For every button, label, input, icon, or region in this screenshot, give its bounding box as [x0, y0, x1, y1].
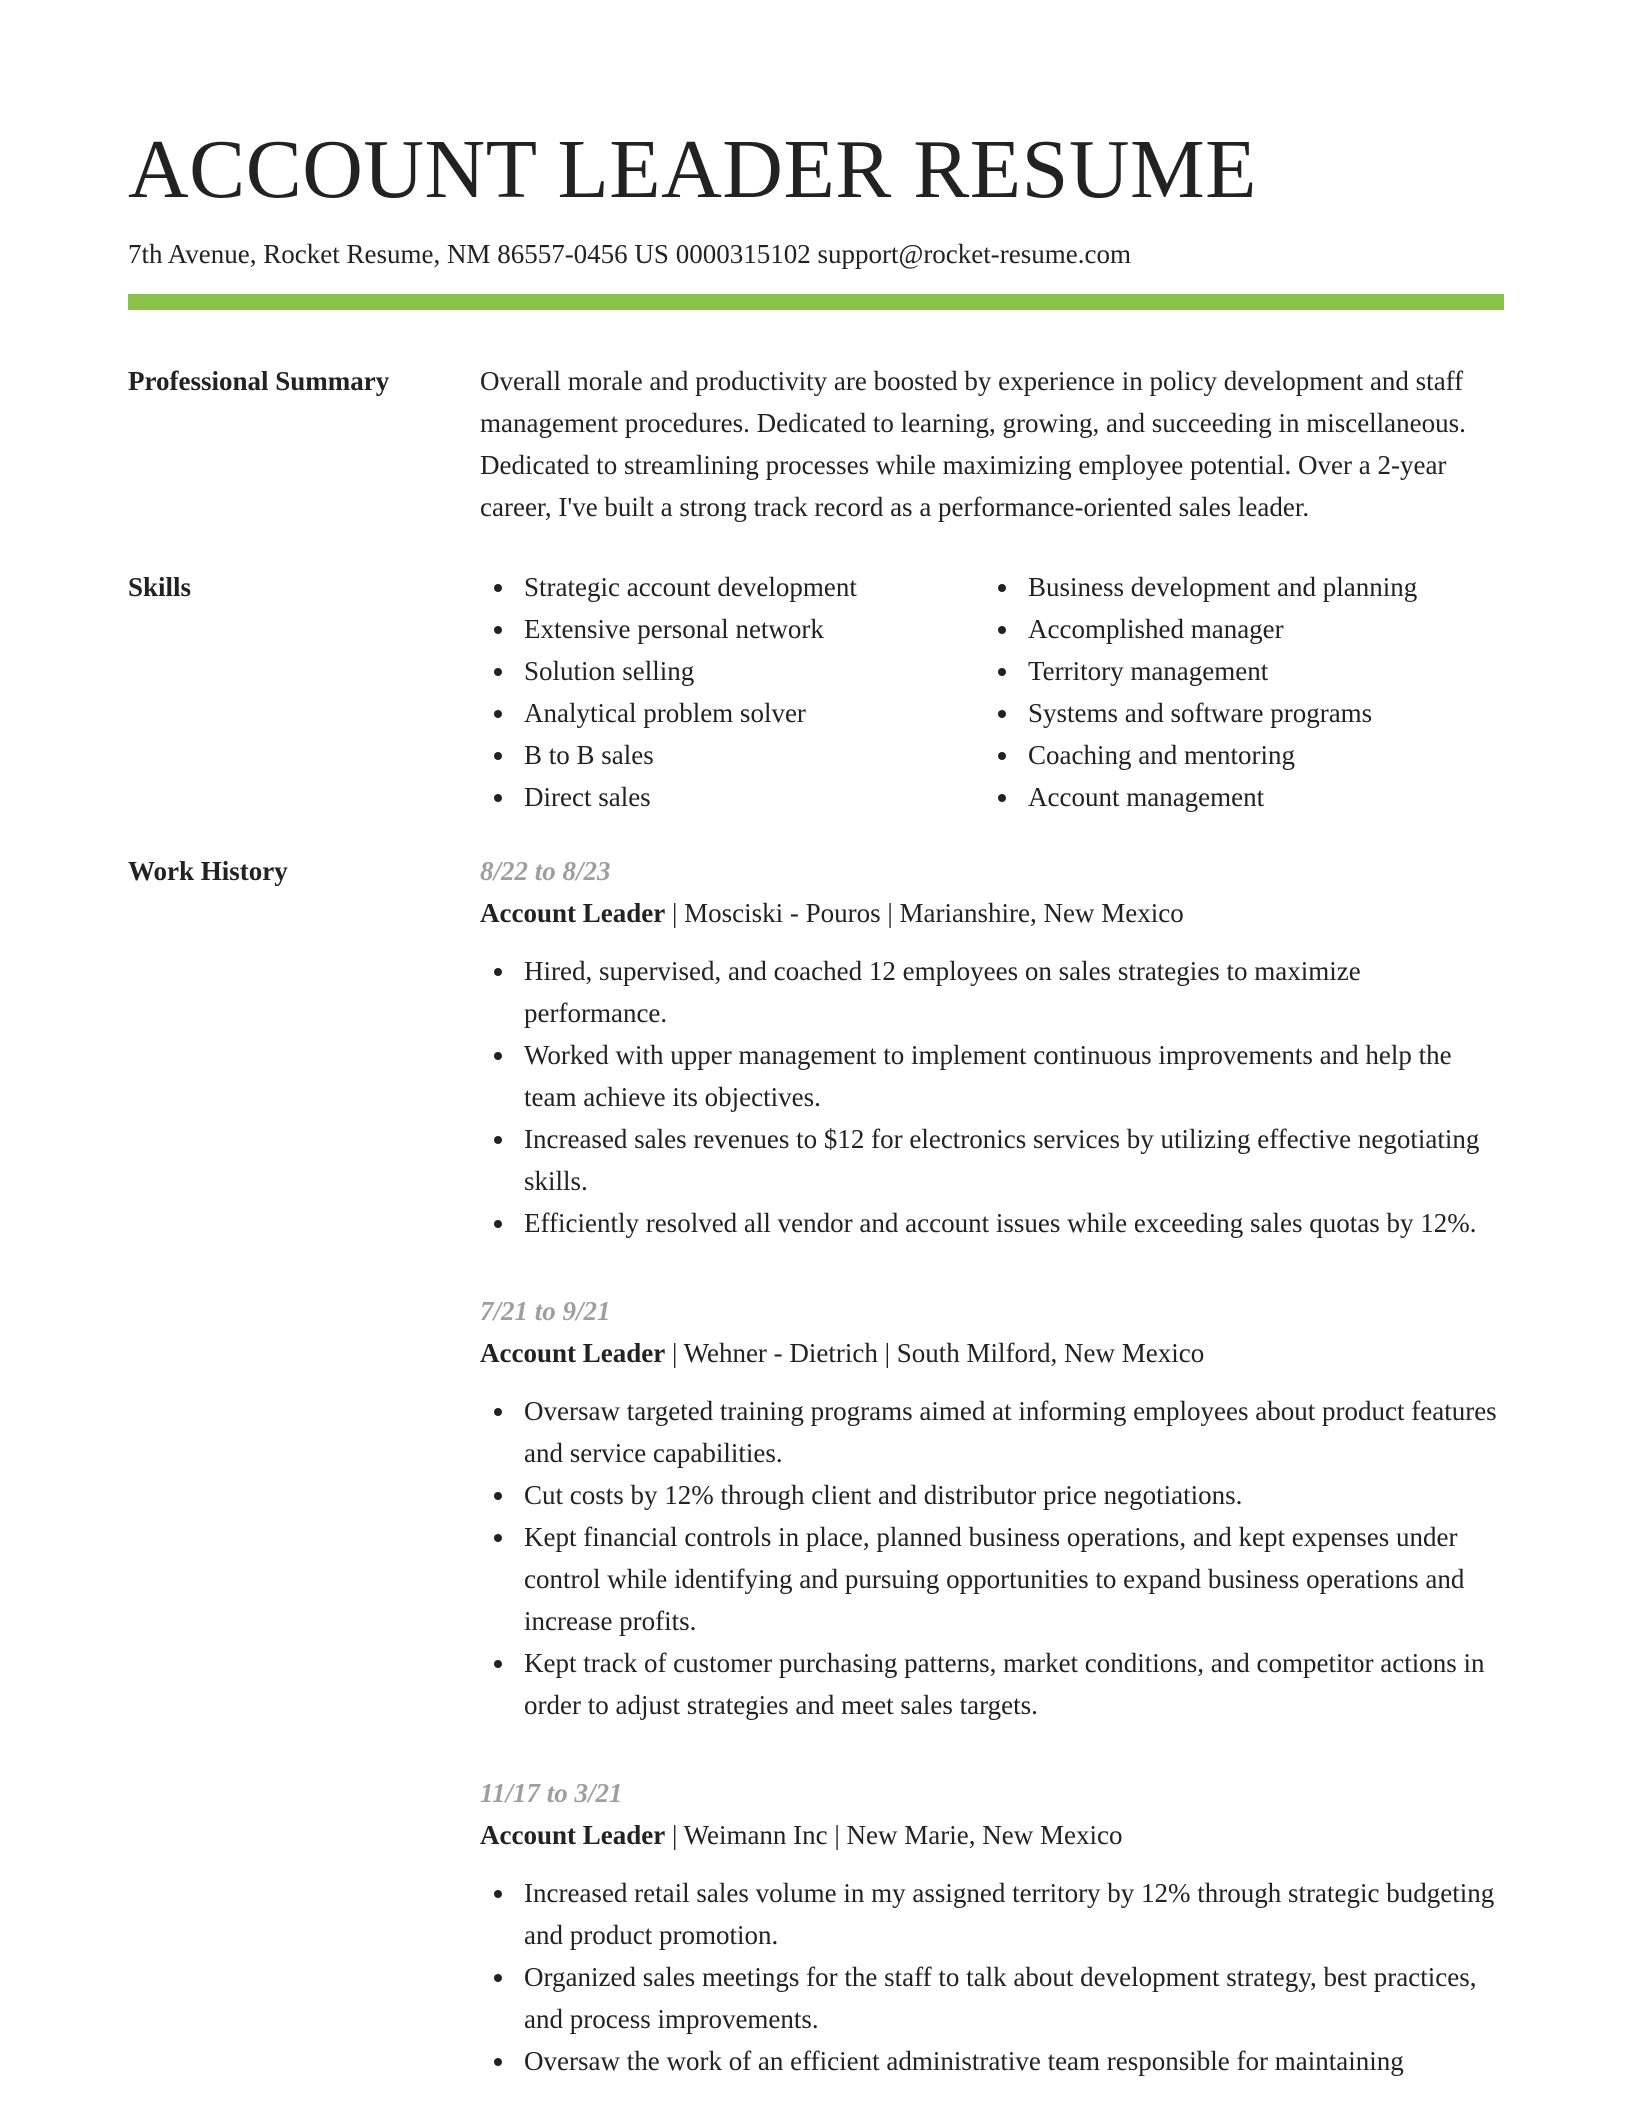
- job-bullet: Worked with upper management to implement continuous improvements and help the team achieve its objectives.: [480, 1034, 1504, 1118]
- skill-item: Account management: [984, 776, 1488, 818]
- job-title: Account Leader: [480, 898, 666, 928]
- skill-item: Systems and software programs: [984, 692, 1488, 734]
- job-bullet: Efficiently resolved all vendor and account issues while exceeding sales quotas by 12%.: [480, 1202, 1504, 1244]
- job-header: [480, 1332, 1504, 1374]
- job-bullet: Kept track of customer purchasing patterns, market conditions, and competitor actions in order to adjust strategies and meet sales targets.: [480, 1642, 1504, 1726]
- skills-list-left: [480, 566, 984, 818]
- job-bullet: Kept financial controls in place, planned business operations, and kept expenses under control while identifying and pursuing opportunities to expand business operations and increase profits.: [480, 1516, 1504, 1642]
- job-entry: [480, 850, 1504, 1244]
- skill-item: Strategic account development: [480, 566, 984, 608]
- skill-item: Accomplished manager: [984, 608, 1488, 650]
- job-bullet: Oversaw the work of an efficient administrative team responsible for maintaining: [480, 2040, 1504, 2082]
- job-bullet: Cut costs by 12% through client and distributor price negotiations.: [480, 1474, 1504, 1516]
- skill-item: Extensive personal network: [480, 608, 984, 650]
- job-bullet: Increased sales revenues to $12 for electronics services by utilizing effective negotiating skills.: [480, 1118, 1504, 1202]
- skills-list-right: [984, 566, 1488, 818]
- job-dates: 7/21 to 9/21: [480, 1296, 611, 1326]
- summary-heading: Professional Summary: [128, 366, 390, 396]
- work-history-heading: Work History: [128, 856, 288, 886]
- skill-item: Solution selling: [480, 650, 984, 692]
- job-bullets: [480, 1390, 1504, 1726]
- job-bullet: Oversaw targeted training programs aimed at informing employees about product features and service capabilities.: [480, 1390, 1504, 1474]
- skills-heading: Skills: [128, 572, 192, 602]
- job-company-location: | Weimann Inc | New Marie, New Mexico: [665, 1820, 1123, 1850]
- job-company-location: | Mosciski - Pouros | Marianshire, New Mexico: [665, 898, 1184, 928]
- job-bullet: Hired, supervised, and coached 12 employees on sales strategies to maximize performance.: [480, 950, 1504, 1034]
- accent-divider: [128, 294, 1504, 310]
- job-title: Account Leader: [480, 1338, 666, 1368]
- resume-title: ACCOUNT LEADER RESUME: [128, 123, 1257, 216]
- skill-item: Direct sales: [480, 776, 984, 818]
- job-entry: [480, 1772, 1504, 2082]
- job-bullets: [480, 950, 1504, 1244]
- job-entry: [480, 1290, 1504, 1726]
- job-header: [480, 892, 1504, 934]
- skill-item: B to B sales: [480, 734, 984, 776]
- contact-line: 7th Avenue, Rocket Resume, NM 86557-0456 US 0000315102 support@rocket-resume.com: [128, 239, 1131, 269]
- job-bullets: [480, 1872, 1504, 2082]
- job-title: Account Leader: [480, 1820, 666, 1850]
- skill-item: Territory management: [984, 650, 1488, 692]
- job-bullet: Increased retail sales volume in my assigned territory by 12% through strategic budgeting and product promotion.: [480, 1872, 1504, 1956]
- job-company-location: | Wehner - Dietrich | South Milford, New Mexico: [665, 1338, 1205, 1368]
- work-history-section: [128, 850, 1504, 2128]
- summary-section: [128, 360, 1504, 528]
- summary-text: Overall morale and productivity are boosted by experience in policy development and staff management procedures. Dedicated to learning, growing, and succeeding in miscellaneous. Dedicated to streamlining processes while maximizing employee potential. Over a 2-year career, I've built a strong track record as a performance-oriented sales leader.: [480, 366, 1466, 522]
- job-header: [480, 1814, 1504, 1856]
- job-dates: 8/22 to 8/23: [480, 856, 611, 886]
- skills-section: [128, 566, 1504, 818]
- skill-item: Business development and planning: [984, 566, 1488, 608]
- job-bullet: Organized sales meetings for the staff to talk about development strategy, best practices, and process improvements.: [480, 1956, 1504, 2040]
- skill-item: Analytical problem solver: [480, 692, 984, 734]
- job-dates: 11/17 to 3/21: [480, 1778, 623, 1808]
- resume-page: [128, 0, 1504, 2128]
- skill-item: Coaching and mentoring: [984, 734, 1488, 776]
